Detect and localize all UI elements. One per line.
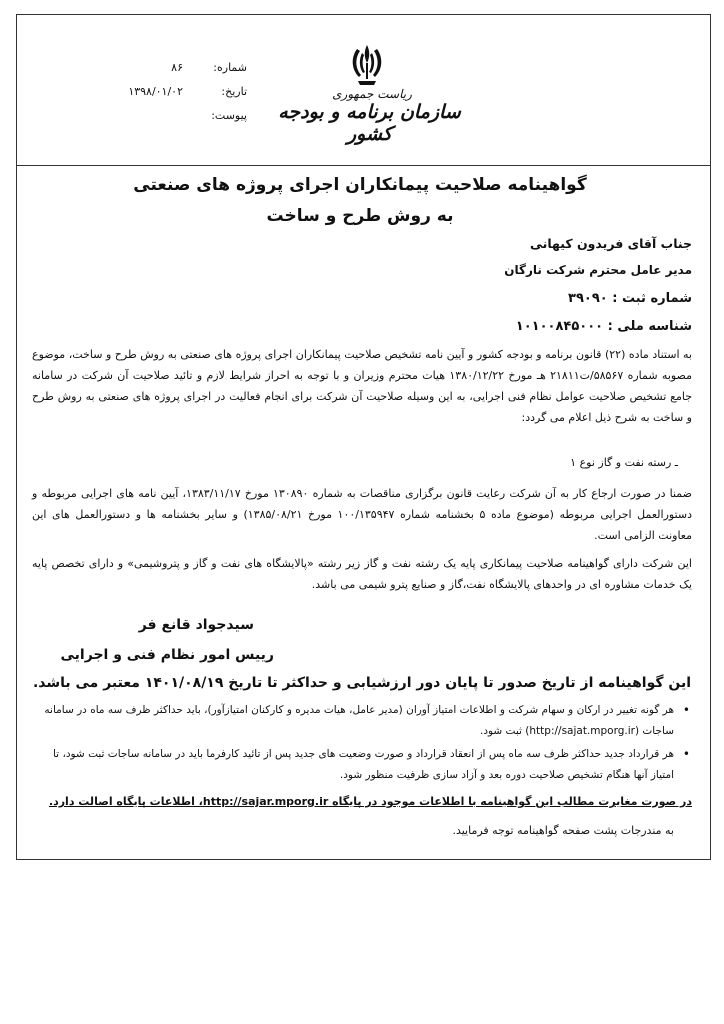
database-warning: در صورت مغایرت مطالب این گواهینامه با اطلاعات موجود در پایگاه http://sajar.mporg.ir، اطلاعات پایگاه اصالت دارد. <box>48 795 692 808</box>
registration-number: شماره ثبت : ۳۹۰۹۰ <box>568 291 692 306</box>
meta-date-label: تاریخ: <box>221 84 247 98</box>
body-paragraph-2: ضمنا در صورت ارجاع کار به آن شرکت رعایت قانون برگزاری مناقصات به شماره ۱۳۰۸۹۰ مورخ ۱۳۸۳/۱۱/۱۷، آیین نامه های اجرایی مربوطه و دستورالعمل اجرایی مربوطه (موضوع ماده ۵ بخشنامه شماره ۱۰۰/۱۳۵۹۴۷ مورخ ۱۳۸۵/۰۸/۲۱) و سایر بخشنامه ها و دستورالعمل های این معاونت الزامی است. <box>32 487 693 542</box>
bullet-icon: • <box>682 703 690 717</box>
body-paragraph-1: به استناد ماده (۲۲) قانون برنامه و بودجه کشور و آیین نامه تشخیص صلاحیت پیمانکاران اجرای پروژه های صنعتی به روش طرح و ساخت، موضوع مصوبه شماره ۵۸۵۶۷/ت۲۱۸۱۱ هـ مورخ ۱۳۸۰/۱۲/۲۲ هیات محترم وزیران و با توجه به احراز شرایط لازم و تائید صلاحیت آن شرکت در سامانه جامع تشخیص صلاحیت عوامل نظام فنی اجرایی، به این وسیله صلاحیت آن شرکت برای انجام فعالیت در اجرای پروژه های صنعتی به روش طرح و ساخت به شرح ذیل اعلام می گردد: <box>32 348 692 424</box>
validity-statement: این گواهینامه از تاریخ صدور تا پایان دور ارزشیابی و حداکثر تا تاریخ ۱۴۰۱/۰۸/۱۹ معتبر می باشد. <box>32 675 692 691</box>
body-paragraph-3: این شرکت دارای گواهینامه صلاحیت پیمانکاری پایه یک رشته نفت و گاز زیر رشته «پالایشگاه های نفت و گاز و پتروشیمی» و دارای تخصص پایه یک خدمات مشاوره ای در واحدهای پالایشگاه نفت،گاز و صنایع پترو شیمی می باشد. <box>32 557 692 591</box>
certificate-subtitle: به روش طرح و ساخت <box>266 206 454 226</box>
meta-date-value: ۱۳۹۸/۰۱/۰۲ <box>128 84 183 98</box>
notes-list <box>32 700 692 786</box>
bullet-icon: • <box>682 747 690 761</box>
activity-category: ـ رسته نفت و گاز نوع ۱ <box>570 456 678 469</box>
note-item <box>32 744 692 786</box>
note-item-text: هر گونه تغییر در ارکان و سهام شرکت و اطلاعات امتیاز آوران (مدیر عامل، هیات مدیره و کارکنان امتیازآور)، باید حداکثر ظرف سه ماه در سامانه ساجات (http://sajat.mporg.ir) ثبت شود. <box>44 704 674 737</box>
iran-emblem-icon <box>347 41 387 87</box>
recipient-salutation: جناب آقای فریدون کیهانی <box>529 236 692 251</box>
note-item <box>32 700 692 742</box>
meta-attachment <box>97 103 247 127</box>
back-page-note: به مندرجات پشت صفحه گواهینامه توجه فرمایید. <box>452 824 674 837</box>
meta-attachment-label: پیوست: <box>211 108 247 122</box>
signatory-title: رییس امور نظام فنی و اجرایی <box>60 647 274 663</box>
header-divider <box>17 165 710 166</box>
presidency-label: ریاست جمهوری <box>332 87 412 101</box>
national-id: شناسه ملی : ۱۰۱۰۰۸۴۵۰۰۰ <box>515 319 692 334</box>
letter-meta <box>97 55 247 127</box>
certificate-title: گواهینامه صلاحیت پیمانکاران اجرای پروژه های صنعتی <box>133 175 587 195</box>
signatory-name: سیدجواد قانع فر <box>138 617 254 633</box>
meta-number-value: ۸۶ <box>171 60 183 74</box>
meta-date <box>97 79 247 103</box>
recipient-position: مدیر عامل محترم شرکت نارگان <box>504 263 692 277</box>
meta-number <box>97 55 247 79</box>
note-item-text: هر قرارداد جدید حداکثر ظرف سه ماه پس از انعقاد قرارداد و صورت وضعیت های جدید پس از تائید کارفرما باید در سامانه ساجات ثبت شود، تا امتیاز آنها هنگام تشخیص صلاحیت دوره بعد و آزاد سازی ظرفیت منظور شود. <box>52 748 674 781</box>
organization-name: سازمان برنامه و بودجه کشور <box>278 101 461 145</box>
meta-number-label: شماره: <box>213 60 247 74</box>
